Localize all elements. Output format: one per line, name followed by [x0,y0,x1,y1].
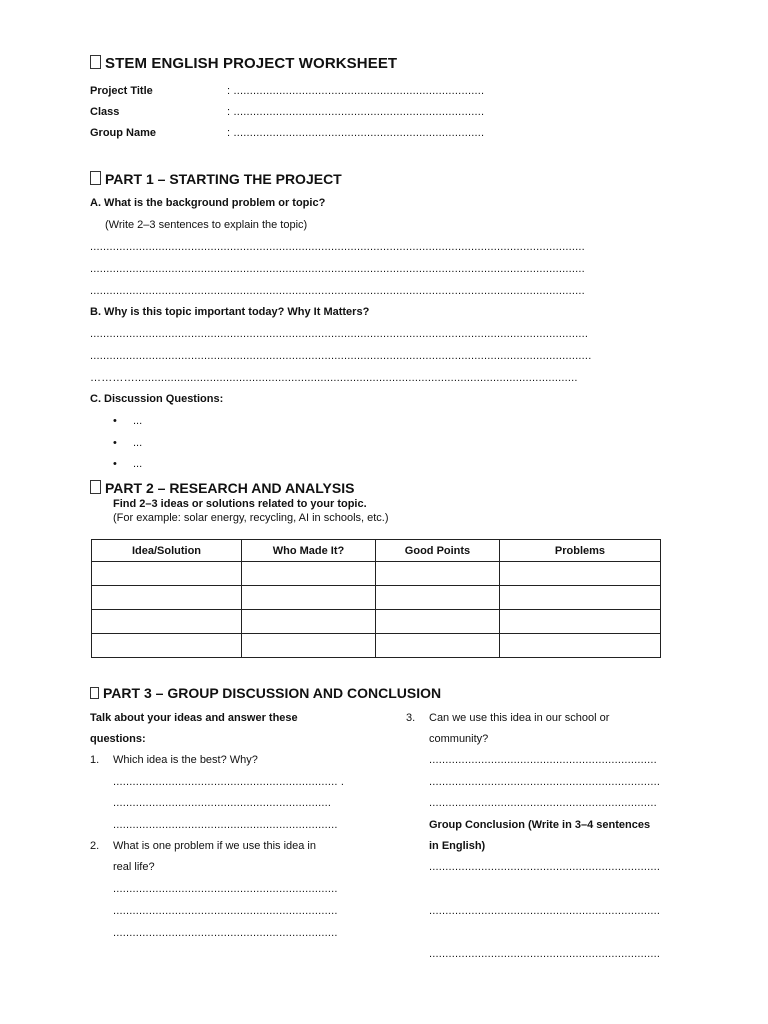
missing-glyph-icon [90,480,101,494]
conclusion-answer-line[interactable]: ....................................................................... [429,905,661,917]
table-cell[interactable] [242,562,376,586]
q2-answer-line[interactable]: ..................................................................... [113,883,338,895]
table-cell[interactable] [500,586,661,610]
q1-answer-line[interactable]: ................................................................... [113,797,332,809]
project-title-field[interactable]: : ............................................................................. [227,85,485,97]
table-cell[interactable] [376,586,500,610]
part2-instruction: Find 2–3 ideas or solutions related to your topic. [113,498,367,510]
table-cell[interactable] [92,610,242,634]
answer-line-a3[interactable]: ........................................................................................................................................................ [90,285,585,297]
table-row [92,610,661,634]
col-header-who: Who Made It? [242,540,376,562]
table-cell[interactable] [500,634,661,658]
q1-answer-line[interactable]: ..................................................................... . [113,776,345,788]
class-field[interactable]: : ............................................................................. [227,106,485,118]
q1-answer-line[interactable]: ..................................................................... [113,819,338,831]
group-name-label: Group Name [90,127,157,139]
answer-line-a1[interactable]: ........................................................................................................................................................ [90,241,585,253]
group-name-field[interactable]: : ............................................................................. [227,127,485,139]
conclusion-label-line1: Group Conclusion (Write in 3–4 sentences [429,819,651,831]
q3-number: 3. [406,712,416,724]
missing-glyph-icon [90,171,101,185]
part2-example: (For example: solar energy, recycling, AI in schools, etc.) [113,512,389,524]
table-row [92,634,661,658]
table-cell[interactable] [92,586,242,610]
table-row [92,562,661,586]
bullet-icon: • [113,458,117,470]
answer-line-a2[interactable]: ........................................................................................................................................................ [90,263,585,275]
discussion-bullet[interactable]: • ... [113,415,143,427]
part3-intro-line2: questions: [90,733,146,745]
table-cell[interactable] [376,562,500,586]
table-header-row [92,540,661,562]
part1-heading: PART 1 – STARTING THE PROJECT [90,171,342,187]
q2-number: 2. [90,840,100,852]
question-b: B. Why is this topic important today? Why It Matters? [90,306,370,318]
q2-answer-line[interactable]: ..................................................................... [113,905,338,917]
answer-line-b1[interactable]: ......................................................................................................................................................... [90,328,589,340]
q1-text: Which idea is the best? Why? [113,754,258,766]
q3-text-line1: Can we use this idea in our school or [429,712,610,724]
q2-answer-line[interactable]: ..................................................................... [113,927,338,939]
part3-intro-line1: Talk about your ideas and answer these [90,712,298,724]
answer-line-b2[interactable]: .......................................................................................................................................................... [90,350,592,362]
bullet-icon: • [113,437,117,449]
bullet-icon: • [113,415,117,427]
question-a: A. What is the background problem or topic? [90,197,326,209]
col-header-good-points: Good Points [376,540,500,562]
table-row [92,586,661,610]
answer-line-b3[interactable]: …………........................................................................................................................................ [90,372,578,384]
table-cell[interactable] [92,634,242,658]
q1-number: 1. [90,754,100,766]
q3-answer-line[interactable]: ....................................................................... [429,776,661,788]
conclusion-answer-line[interactable]: ....................................................................... [429,861,661,873]
discussion-bullet[interactable]: • ... [113,437,143,449]
table-cell[interactable] [500,610,661,634]
instruction-a: (Write 2–3 sentences to explain the topic) [105,219,308,231]
table-cell[interactable] [242,586,376,610]
part2-heading: PART 2 – RESEARCH AND ANALYSIS [90,480,354,496]
q3-text-line2: community? [429,733,489,745]
table-cell[interactable] [376,634,500,658]
conclusion-label-line2: in English) [429,840,486,852]
research-table [91,539,661,658]
part3-heading: PART 3 – GROUP DISCUSSION AND CONCLUSION [90,685,441,701]
table-cell[interactable] [242,634,376,658]
q2-text-line2: real life? [113,861,155,873]
table-cell[interactable] [500,562,661,586]
missing-glyph-icon [90,687,99,699]
missing-glyph-icon [90,55,101,69]
table-cell[interactable] [92,562,242,586]
discussion-bullet[interactable]: • ... [113,458,143,470]
q3-answer-line[interactable]: ...................................................................... [429,797,657,809]
project-title-label: Project Title [90,85,153,97]
class-label: Class [90,106,120,118]
col-header-problems: Problems [500,540,661,562]
q3-answer-line[interactable]: ...................................................................... [429,754,657,766]
worksheet-title: STEM ENGLISH PROJECT WORKSHEET [90,55,397,72]
table-cell[interactable] [242,610,376,634]
q2-text-line1: What is one problem if we use this idea in [113,840,316,852]
conclusion-answer-line[interactable]: ....................................................................... [429,948,661,960]
question-c: C. Discussion Questions: [90,393,224,405]
col-header-idea: Idea/Solution [92,540,242,562]
table-cell[interactable] [376,610,500,634]
